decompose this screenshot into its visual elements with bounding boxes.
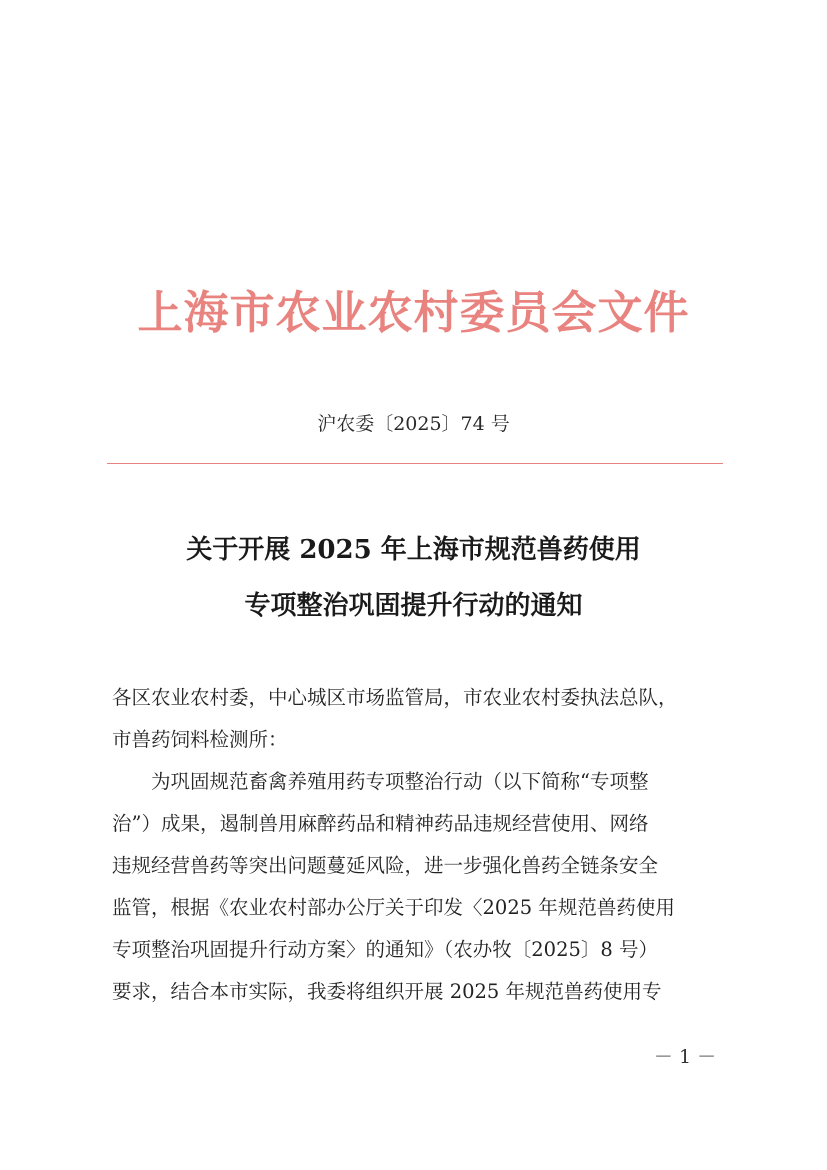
body-line: 违规经营兽药等突出问题蔓延风险，进一步强化兽药全链条安全 (112, 854, 659, 877)
body-line: 各区农业农村委，中心城区市场监管局，市农业农村委执法总队， (112, 686, 678, 709)
masthead-title: 上海市农业农村委员会文件 (137, 286, 690, 339)
page-number: － 1 － (653, 1046, 717, 1068)
notice-title-line-1: 关于开展 2025 年上海市规范兽药使用 (186, 535, 641, 565)
body-line: 要求，结合本市实际，我委将组织开展 2025 年规范兽药使用专 (112, 980, 662, 1003)
red-separator-line (107, 463, 723, 464)
body-line: 监管，根据《农业农村部办公厅关于印发〈2025 年规范兽药使用 (112, 896, 675, 919)
document-number: 沪农委〔2025〕74 号 (317, 413, 510, 435)
body-line: 为巩固规范畜禽养殖用药专项整治行动（以下简称“专项整 (151, 770, 649, 793)
body-line: 专项整治巩固提升行动方案〉的通知》（农办牧〔2025〕8 号） (112, 938, 658, 961)
body-line: 治”）成果，遏制兽用麻醉药品和精神药品违规经营使用、网络 (112, 812, 649, 835)
notice-title-line-2: 专项整治巩固提升行动的通知 (244, 591, 583, 621)
body-line: 市兽药饲料检测所： (112, 728, 288, 751)
